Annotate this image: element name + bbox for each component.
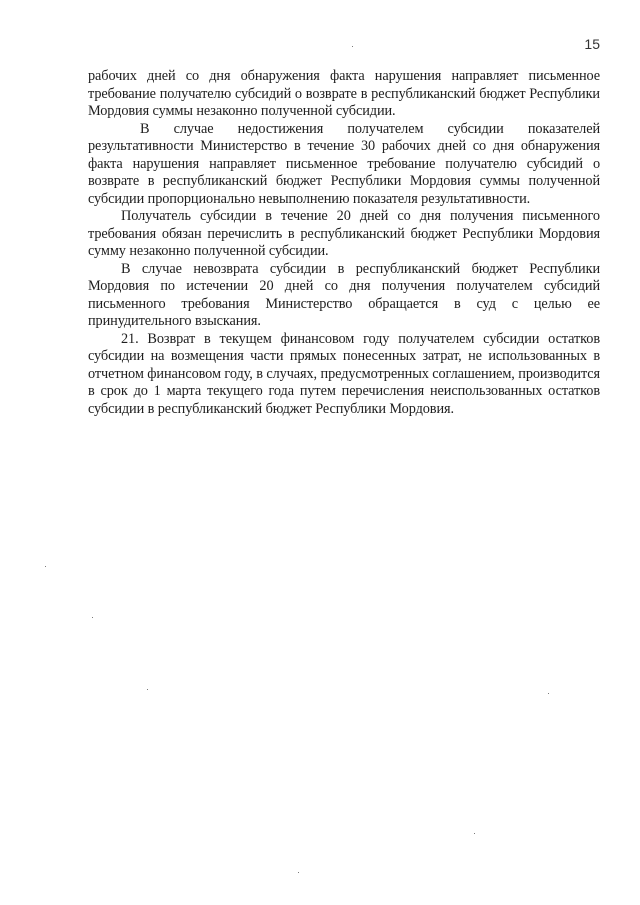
paragraph-continuation: рабочих дней со дня обнаружения факта нарушения направляет письменное требование получателю субсидий о возврате в республиканский бюджет Республики Мордовия суммы незаконно полученной субсидии.: [88, 68, 600, 119]
scan-speck: [45, 566, 46, 567]
scan-speck: [352, 46, 353, 47]
scan-speck: [298, 872, 299, 873]
document-body: [88, 68, 600, 418]
paragraph-refund-deadline: Получатель субсидии в течение 20 дней со дня получения письменного требования обязан перечислить в республиканский бюджет Республики Мордовия сумму незаконно полученной субсидии.: [88, 208, 600, 259]
paragraph-court-recovery: В случае невозврата субсидии в республиканский бюджет Республики Мордовия по истечении 20 дней со дня получения получателем субсидий письменного требования Министерство обращается в суд с целью ее принудительного взыскания.: [88, 260, 600, 329]
scan-speck: [548, 693, 549, 694]
scan-speck: [474, 833, 475, 834]
page-number: 15: [584, 36, 600, 52]
scan-speck: [92, 617, 93, 618]
scan-speck: [147, 689, 148, 690]
paragraph-underperformance-refund: В случае недостижения получателем субсидии показателей результативности Министерство в течение 30 рабочих дней со дня обнаружения факта нарушения направляет письменное требование получателю субсидий о возврате в республиканский бюджет Республики Мордовия суммы полученной субсидии пропорционально невыполнению показателя результативности.: [88, 120, 600, 207]
paragraph-clause-21: 21. Возврат в текущем финансовом году получателем субсидии остатков субсидии на возмещения части прямых понесенных затрат, не использованных в отчетном финансовом году, в случаях, предусмотренных соглашением, производится в срок до 1 марта текущего года путем перечисления неиспользованных остатков субсидии в республиканский бюджет Республики Мордовия.: [88, 330, 600, 417]
